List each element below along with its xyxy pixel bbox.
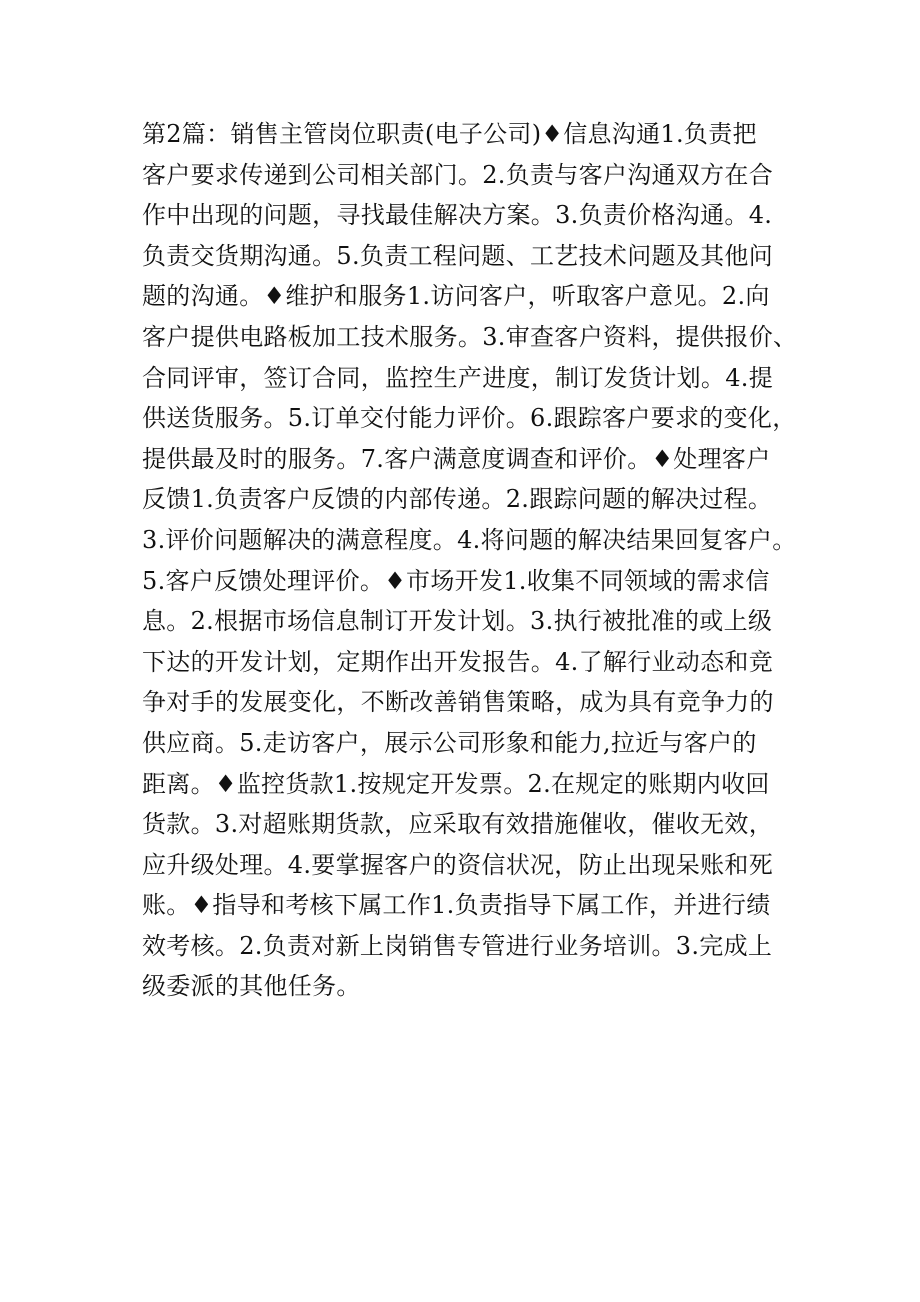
- text-line-11: 3.评价问题解决的满意程度。4.将问题的解决结果回复客户。: [142, 525, 797, 554]
- text-line-16: 供应商。5.走访客户，展示公司形象和能力,拉近与客户的: [142, 728, 757, 757]
- text-line-8: 供送货服务。5.订单交付能力评价。6.跟踪客户要求的变化，: [142, 404, 797, 433]
- text-line-2: 客户要求传递到公司相关部门。2.负责与客户沟通双方在合: [142, 160, 773, 189]
- text-line-15: 争对手的发展变化，不断改善销售策略，成为具有竞争力的: [142, 688, 774, 717]
- text-line-3: 作中出现的问题，寻找最佳解决方案。3.负责价格沟通。4.: [142, 201, 773, 230]
- text-line-6: 客户提供电路板加工技术服务。3.审查客户资料，提供报价、: [142, 322, 798, 351]
- text-line-7: 合同评审，签订合同，监控生产进度，制订发货计划。4.提: [142, 363, 773, 392]
- text-line-4: 负责交货期沟通。5.负责工程问题、工艺技术问题及其他问: [142, 241, 773, 270]
- text-line-18: 货款。3.对超账期货款，应采取有效措施催收，催收无效，: [142, 810, 773, 839]
- text-line-14: 下达的开发计划，定期作出开发报告。4.了解行业动态和竞: [142, 647, 773, 676]
- text-line-21: 效考核。2.负责对新上岗销售专管进行业务培训。3.完成上: [142, 931, 773, 960]
- text-line-22: 级委派的其他任务。: [142, 972, 361, 1001]
- text-line-1: 第2篇：销售主管岗位职责(电子公司)♦信息沟通1.负责把: [142, 120, 757, 148]
- text-line-13: 息。2.根据市场信息制订开发计划。3.执行被批准的或上级: [142, 607, 773, 636]
- text-line-19: 应升级处理。4.要掌握客户的资信状况，防止出现呆账和死: [142, 850, 773, 879]
- text-line-20: 账。♦指导和考核下属工作1.负责指导下属工作，并进行绩: [142, 891, 771, 920]
- text-line-10: 反馈1.负责客户反馈的内部传递。2.跟踪问题的解决过程。: [142, 485, 773, 514]
- text-line-5: 题的沟通。♦维护和服务1.访问客户，听取客户意见。2.向: [142, 282, 770, 311]
- text-line-17: 距离。♦监控货款1.按规定开发票。2.在规定的账期内收回: [142, 769, 770, 798]
- text-line-9: 提供最及时的服务。7.客户满意度调查和评价。♦处理客户: [142, 444, 771, 473]
- document-body: [142, 114, 798, 1007]
- text-line-12: 5.客户反馈处理评价。♦市场开发1.收集不同领域的需求信: [142, 566, 770, 595]
